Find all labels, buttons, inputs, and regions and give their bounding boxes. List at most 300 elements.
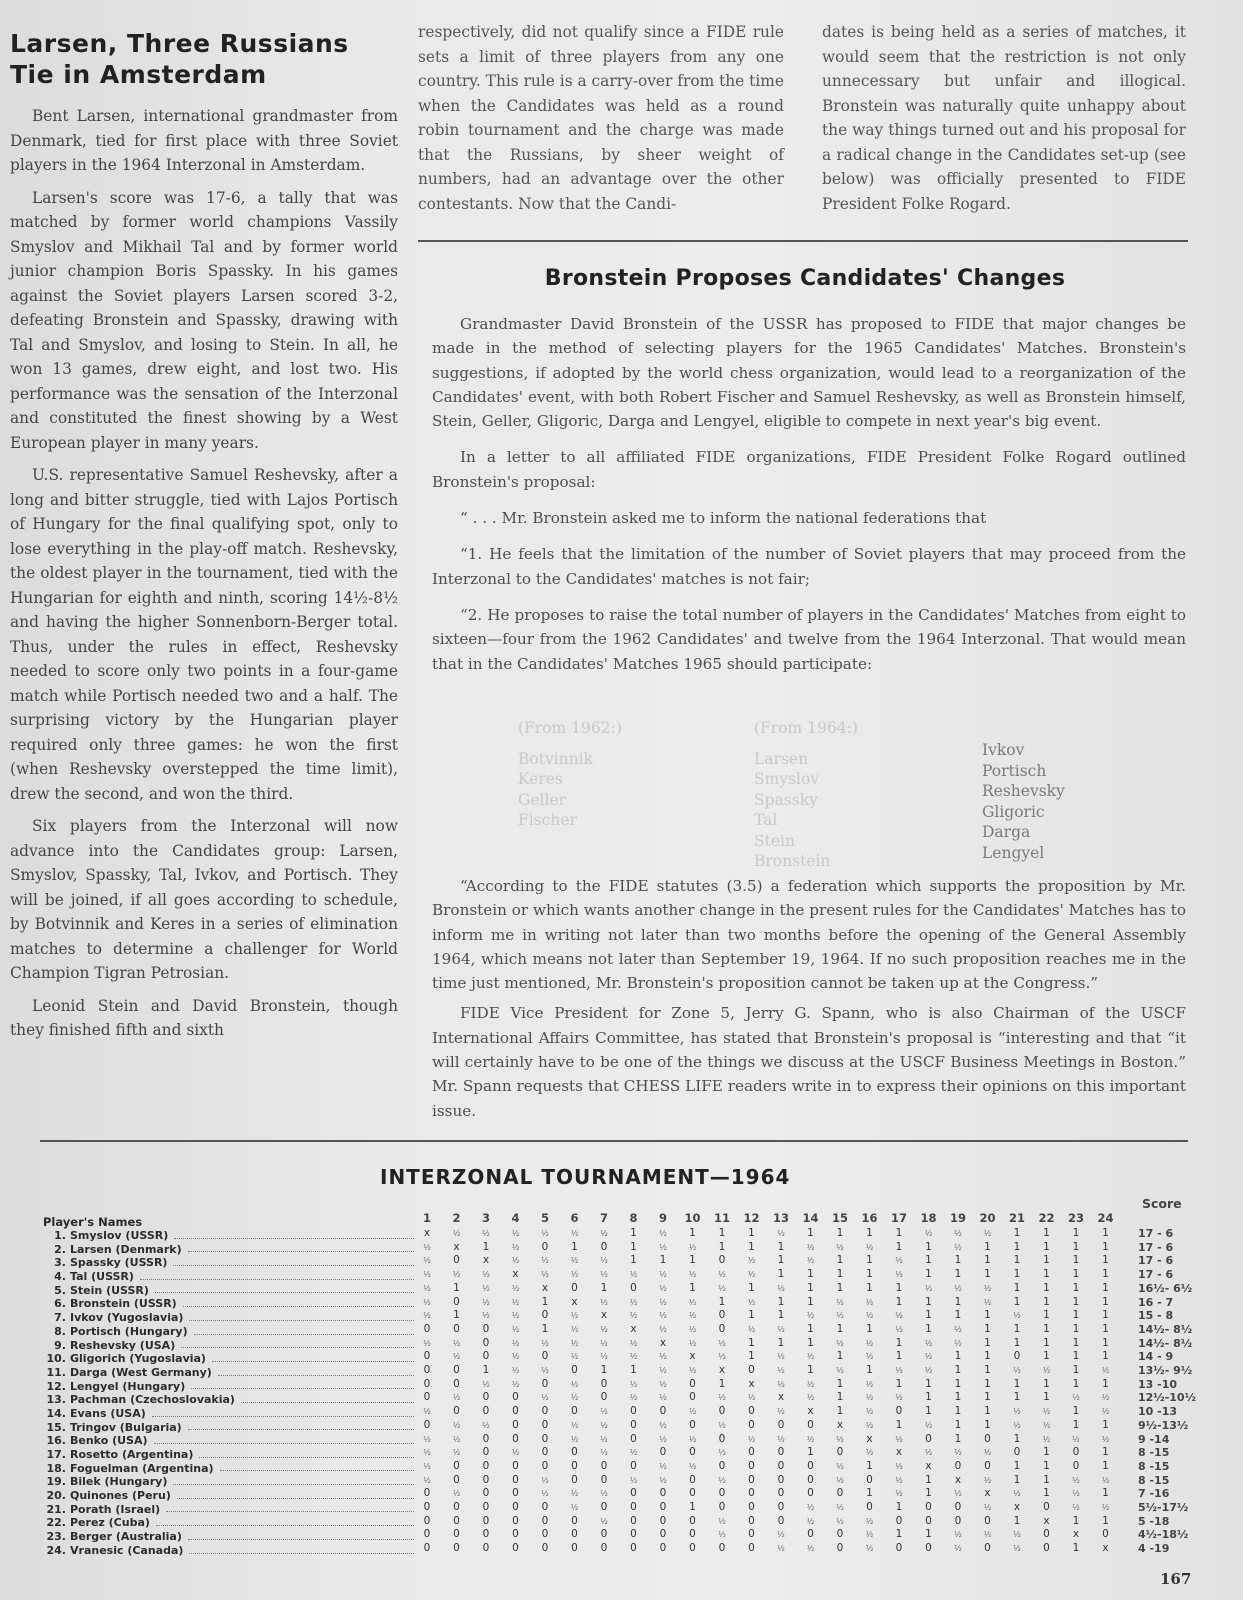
player-row <box>44 1448 414 1462</box>
player-score: 4 -19 <box>1138 1542 1170 1556</box>
result-cell: ½ <box>954 1283 962 1293</box>
result-cell: ½ <box>1101 1366 1110 1375</box>
result-cell: ½ <box>1072 1489 1080 1499</box>
result-cell: 0 <box>689 1391 696 1404</box>
player-name: Ivkov (Yugoslavia) <box>70 1311 184 1325</box>
result-cell: 1 <box>777 1240 785 1253</box>
result-cell: 1 <box>1043 1377 1050 1390</box>
result-cell: 0 <box>453 1473 460 1486</box>
result-cell: 1 <box>895 1295 903 1308</box>
player-score: 14 - 9 <box>1138 1350 1174 1364</box>
section-divider <box>418 240 1188 242</box>
result-cell: ½ <box>600 1434 608 1444</box>
result-cell: 0 <box>807 1418 814 1431</box>
column-header: 24 <box>1097 1211 1114 1225</box>
result-cell: 0 <box>630 1459 637 1472</box>
player-score: 17 - 6 <box>1138 1254 1174 1268</box>
result-cell: ½ <box>482 1311 490 1321</box>
player-rank: 18. <box>46 1461 66 1475</box>
result-cell: 1 <box>954 1391 962 1404</box>
result-cell: ½ <box>629 1379 638 1389</box>
result-cell: 0 <box>541 1446 549 1459</box>
crosstable-title: INTERZONAL TOURNAMENT—1964 <box>380 1165 791 1189</box>
player-row <box>44 1530 414 1544</box>
result-cell: 0 <box>895 1514 903 1527</box>
player-rank: 4. <box>54 1270 66 1284</box>
result-cell: x <box>1102 1542 1109 1555</box>
result-cell: 0 <box>777 1501 785 1513</box>
result-cell: 0 <box>600 1459 608 1472</box>
result-cell: ½ <box>659 1366 667 1375</box>
player-rank: 19. <box>46 1475 66 1489</box>
result-cell: 0 <box>836 1542 844 1555</box>
result-cell: 0 <box>423 1418 431 1431</box>
result-cell: 1 <box>895 1418 903 1431</box>
player-score: 16 - 7 <box>1138 1295 1174 1309</box>
leader-dots <box>140 1270 414 1280</box>
result-cell: 1 <box>866 1281 873 1294</box>
column-header: 5 <box>540 1211 549 1225</box>
result-cell: ½ <box>924 1448 933 1458</box>
list-item: Botvinnik <box>518 749 593 768</box>
result-cell: 0 <box>659 1446 667 1459</box>
result-cell: x <box>571 1295 578 1308</box>
result-cell: 0 <box>689 1487 696 1500</box>
result-cell: ½ <box>688 1434 697 1444</box>
result-cell: 0 <box>748 1364 755 1376</box>
result-cell: 1 <box>925 1268 932 1281</box>
result-cell: 0 <box>571 1528 578 1541</box>
result-cell: ½ <box>541 1475 549 1485</box>
result-cell: 1 <box>1043 1459 1050 1472</box>
result-cell: 0 <box>718 1322 726 1335</box>
player-row <box>44 1270 414 1284</box>
result-cell: 0 <box>600 1377 608 1390</box>
player-score: 8 -15 <box>1138 1459 1170 1473</box>
result-cell: 1 <box>984 1336 991 1349</box>
result-cell: 0 <box>541 1350 549 1363</box>
result-cell: 0 <box>659 1487 667 1500</box>
result-cell: 0 <box>954 1514 962 1527</box>
player-name: Tringov (Bulgaria) <box>70 1420 182 1434</box>
result-cell: 1 <box>600 1281 608 1294</box>
result-cell: 0 <box>453 1364 460 1376</box>
result-cell: 1 <box>866 1364 873 1376</box>
column-header: 1 <box>422 1211 431 1225</box>
result-cell: 1 <box>925 1405 932 1418</box>
result-cell: ½ <box>1072 1393 1080 1403</box>
leader-dots <box>173 1256 414 1266</box>
result-cell: 1 <box>925 1309 932 1322</box>
result-cell: 1 <box>1072 1542 1080 1555</box>
leader-dots <box>189 1311 414 1321</box>
result-cell: 1 <box>984 1391 991 1404</box>
player-rank: 16. <box>46 1434 66 1448</box>
result-cell: 1 <box>984 1405 991 1418</box>
result-cell: 1 <box>1043 1391 1050 1404</box>
result-cell: 1 <box>1102 1254 1109 1267</box>
result-cell: ½ <box>659 1352 667 1362</box>
result-cell: 1 <box>925 1322 932 1335</box>
result-cell: 1 <box>1043 1281 1050 1294</box>
result-cell: 1 <box>482 1240 490 1253</box>
result-cell: 0 <box>689 1542 696 1555</box>
result-cell: ½ <box>423 1311 431 1321</box>
result-cell: 1 <box>630 1227 637 1239</box>
result-cell: x <box>954 1473 962 1486</box>
player-score: 9½-13½ <box>1138 1418 1189 1432</box>
result-cell: 0 <box>1072 1446 1080 1459</box>
player-rank: 8. <box>54 1324 66 1338</box>
result-cell: 1 <box>954 1432 962 1445</box>
result-cell: 1 <box>1072 1364 1080 1376</box>
result-cell: 1 <box>1102 1446 1109 1459</box>
player-row <box>44 1393 414 1407</box>
result-cell: 0 <box>748 1514 755 1527</box>
result-cell: 0 <box>453 1459 460 1472</box>
result-cell: 1 <box>718 1295 726 1308</box>
result-cell: ½ <box>659 1420 667 1430</box>
column-header: 12 <box>743 1211 760 1225</box>
result-cell: ½ <box>629 1270 638 1280</box>
player-row <box>44 1256 414 1270</box>
result-cell: 1 <box>1072 1350 1080 1363</box>
column-header: 22 <box>1038 1211 1055 1225</box>
result-cell: ½ <box>423 1270 431 1280</box>
leader-dots <box>188 1421 414 1431</box>
result-cell: 1 <box>1043 1254 1050 1267</box>
player-name: Bilek (Hungary) <box>70 1475 168 1489</box>
player-score: 5½-17½ <box>1138 1501 1189 1514</box>
player-score: 14½- 8½ <box>1138 1336 1193 1350</box>
result-cell: ½ <box>688 1324 697 1334</box>
leader-dots <box>166 1503 414 1513</box>
result-cell: 0 <box>482 1514 490 1527</box>
result-cell: 0 <box>689 1528 696 1541</box>
result-cell: ½ <box>600 1256 608 1266</box>
result-cell: ½ <box>482 1420 490 1430</box>
candidates-lists <box>518 718 1138 868</box>
column-header: 3 <box>481 1211 490 1225</box>
result-cell: ½ <box>718 1338 726 1348</box>
result-cell: ½ <box>688 1297 697 1307</box>
result-cell: ½ <box>452 1448 461 1458</box>
result-cell: ½ <box>570 1338 579 1348</box>
leader-dots <box>183 1297 414 1307</box>
result-cell: ½ <box>1042 1366 1051 1375</box>
result-cell: ½ <box>570 1393 579 1403</box>
player-name: Foguelman (Argentina) <box>70 1461 214 1475</box>
result-cell: 0 <box>777 1418 785 1431</box>
player-rank: 12. <box>46 1379 66 1393</box>
result-cell: 1 <box>482 1364 490 1376</box>
result-cell: ½ <box>777 1407 785 1417</box>
result-cell: ½ <box>954 1229 962 1238</box>
result-cell: ½ <box>895 1270 903 1280</box>
player-score: 13½- 9½ <box>1138 1364 1193 1377</box>
result-cell: 1 <box>1072 1322 1080 1335</box>
player-row <box>44 1544 414 1558</box>
paragraph: Leonid Stein and David Bronstein, though they finished fifth and sixth <box>10 996 398 1039</box>
player-rank: 11. <box>46 1365 66 1379</box>
player-name: Perez (Cuba) <box>70 1516 150 1530</box>
result-cell: 1 <box>1013 1473 1021 1486</box>
result-cell: 0 <box>541 1405 549 1418</box>
player-row <box>44 1229 414 1243</box>
result-cell: ½ <box>806 1393 815 1403</box>
result-cell: 1 <box>807 1322 814 1335</box>
result-cell: 1 <box>1043 1295 1050 1308</box>
result-cell: ½ <box>718 1475 726 1485</box>
result-cell: x <box>482 1254 490 1267</box>
result-cell: 0 <box>984 1542 991 1555</box>
result-cell: 0 <box>571 1514 578 1527</box>
paragraph: In a letter to all affiliated FIDE organizations, FIDE President Folke Rogard outlined Bronstein's proposal: <box>432 448 1186 491</box>
result-cell: ½ <box>452 1270 461 1280</box>
result-cell: 0 <box>1043 1542 1050 1555</box>
result-cell: 0 <box>925 1432 932 1445</box>
player-rank: 2. <box>54 1242 66 1256</box>
result-cell: 1 <box>984 1322 991 1335</box>
result-cell: x <box>689 1350 696 1363</box>
player-score: 8 -15 <box>1138 1473 1170 1487</box>
list-item: Reshevsky <box>982 782 1065 800</box>
result-cell: 1 <box>1013 1432 1021 1445</box>
result-cell: ½ <box>452 1229 461 1238</box>
result-cell: x <box>630 1322 637 1335</box>
result-cell: ½ <box>924 1366 933 1375</box>
result-cell: 1 <box>1013 1377 1021 1390</box>
result-cell: 0 <box>600 1391 608 1404</box>
result-cell: 0 <box>600 1501 608 1513</box>
result-cell: 1 <box>1013 1322 1021 1335</box>
column-header: 16 <box>861 1211 878 1225</box>
player-rank: 3. <box>54 1256 66 1270</box>
result-cell: 0 <box>571 1542 578 1555</box>
result-cell: 1 <box>1102 1514 1109 1527</box>
result-cell: ½ <box>806 1256 815 1266</box>
result-cell: ½ <box>600 1407 608 1417</box>
result-cell: ½ <box>777 1530 785 1540</box>
result-cell: 0 <box>571 1473 578 1486</box>
result-cell: 0 <box>482 1322 490 1335</box>
result-cell: ½ <box>423 1448 431 1458</box>
result-cell: ½ <box>659 1434 667 1444</box>
result-cell: 0 <box>453 1514 460 1527</box>
result-cell: ½ <box>924 1338 933 1348</box>
result-cell: ½ <box>777 1229 785 1238</box>
result-cell: 0 <box>571 1405 578 1418</box>
result-cell: ½ <box>541 1338 549 1348</box>
player-name: Berger (Australia) <box>70 1530 182 1544</box>
result-cell: 1 <box>1072 1268 1080 1281</box>
result-cell: 0 <box>541 1501 549 1513</box>
result-cell: x <box>807 1405 814 1418</box>
result-cell: 1 <box>1043 1336 1050 1349</box>
result-cell: ½ <box>718 1270 726 1280</box>
section-divider <box>40 1140 1188 1142</box>
result-cell: 1 <box>1102 1336 1109 1349</box>
player-score: 5 -18 <box>1138 1514 1170 1528</box>
result-cell: ½ <box>629 1352 638 1362</box>
result-cell: 0 <box>482 1405 490 1418</box>
result-cell: x <box>777 1391 785 1404</box>
player-score: 9 -14 <box>1138 1432 1170 1446</box>
result-cell: ½ <box>452 1420 461 1430</box>
result-cell: ½ <box>659 1297 667 1307</box>
leader-dots <box>174 1229 414 1239</box>
result-cell: ½ <box>983 1530 992 1540</box>
result-cell: ½ <box>924 1420 933 1430</box>
result-cell: ½ <box>718 1448 726 1458</box>
result-cell: ½ <box>806 1242 815 1252</box>
result-cell: 0 <box>748 1487 755 1500</box>
list-item: Keres <box>518 770 563 788</box>
result-cell: ½ <box>1072 1503 1080 1512</box>
list-item: Lengyel <box>982 843 1045 862</box>
result-cell: 1 <box>1043 1446 1050 1459</box>
result-cell: x <box>453 1240 460 1253</box>
result-cell: ½ <box>747 1256 756 1266</box>
result-cell: 0 <box>748 1501 755 1513</box>
result-cell: 0 <box>512 1432 519 1445</box>
result-cell: 1 <box>630 1240 637 1253</box>
result-cell: 1 <box>1013 1281 1021 1294</box>
leader-dots <box>155 1284 414 1294</box>
result-cell: ½ <box>836 1475 844 1485</box>
result-cell: ½ <box>423 1461 431 1471</box>
player-rank: 6. <box>54 1297 66 1311</box>
result-cell: 0 <box>630 1405 637 1418</box>
result-cell: 1 <box>984 1377 991 1390</box>
player-score: 13 -10 <box>1138 1377 1178 1391</box>
paragraph: “2. He proposes to raise the total number of players in the Candidates' Matches from eight to sixteen—four from the 1962 Candidates' and twelve from the 1964 Interzonal. That would mean that in the Candidates' Matches 1965 should participate: <box>432 605 1186 673</box>
result-cell: 1 <box>1013 1391 1021 1404</box>
result-cell: ½ <box>600 1489 608 1499</box>
result-cell: 1 <box>954 1350 962 1363</box>
result-cell: 0 <box>600 1528 608 1541</box>
result-cell: 1 <box>807 1336 814 1349</box>
list-item: Fischer <box>518 811 577 829</box>
result-cell: ½ <box>511 1379 520 1389</box>
result-cell: ½ <box>983 1283 992 1293</box>
result-cell: 1 <box>1072 1418 1080 1431</box>
result-cell: 0 <box>836 1487 844 1500</box>
column-header: 11 <box>713 1211 730 1225</box>
result-cell: 1 <box>1072 1281 1080 1294</box>
leader-dots <box>156 1516 414 1526</box>
result-cell: ½ <box>836 1311 844 1321</box>
result-cell: 0 <box>571 1364 578 1376</box>
result-cell: 1 <box>925 1295 932 1308</box>
result-cell: ½ <box>600 1420 608 1430</box>
result-cell: 1 <box>718 1377 726 1390</box>
result-cell: 1 <box>925 1254 932 1267</box>
player-name: Spassky (USSR) <box>70 1256 168 1270</box>
paragraph: “According to the FIDE statutes (3.5) a federation which supports the proposition by Mr. Bronstein or which wants another change in the present rules for the Candidates' Matches has to inform me in writing not later than two months before the opening of the General Assembly 1964, which means not later than September 19, 1964. If no such proposition reaches me in the time just mentioned, Mr. Bronstein's proposition cannot be taken up at the Congress.” <box>432 877 1186 993</box>
result-cell: ½ <box>983 1229 992 1238</box>
result-cell: ½ <box>865 1352 874 1362</box>
result-cell: ½ <box>836 1366 844 1375</box>
result-cell: 0 <box>541 1309 549 1322</box>
article-column-middle <box>418 20 784 224</box>
result-cell: ½ <box>895 1489 903 1499</box>
result-cell: x <box>512 1268 519 1281</box>
result-cell: ½ <box>777 1366 785 1375</box>
result-cell: 0 <box>925 1542 932 1555</box>
result-cell: 1 <box>984 1240 991 1253</box>
result-cell: x <box>984 1487 991 1500</box>
result-cell: 0 <box>512 1459 519 1472</box>
result-cell: ½ <box>1013 1366 1021 1375</box>
column-header: 13 <box>772 1211 789 1225</box>
player-name: Porath (Israel) <box>70 1502 161 1516</box>
result-cell: ½ <box>747 1324 756 1334</box>
result-cell: ½ <box>570 1311 579 1321</box>
result-cell: 0 <box>718 1254 726 1267</box>
result-cell: ½ <box>865 1448 874 1458</box>
player-rank: 1. <box>54 1229 66 1242</box>
result-cell: 1 <box>954 1254 962 1267</box>
result-cell: ½ <box>659 1270 667 1280</box>
result-cell: ½ <box>482 1229 490 1238</box>
result-cell: 0 <box>1013 1350 1021 1363</box>
player-name: Bronstein (USSR) <box>70 1297 177 1311</box>
result-cell: ½ <box>836 1516 844 1526</box>
result-cell: 0 <box>453 1322 460 1335</box>
result-cell: 1 <box>748 1309 755 1322</box>
result-cell: 1 <box>777 1268 785 1281</box>
result-cell: ½ <box>541 1366 549 1375</box>
result-cell: 0 <box>423 1391 431 1404</box>
result-cell: 0 <box>718 1309 726 1322</box>
result-cell: 1 <box>866 1322 873 1335</box>
result-cell: 0 <box>748 1418 755 1431</box>
result-cell: ½ <box>836 1338 844 1348</box>
result-cell: ½ <box>718 1530 726 1540</box>
result-cell: ½ <box>541 1270 549 1280</box>
result-cell: 0 <box>895 1542 903 1555</box>
result-cell: ½ <box>954 1324 962 1334</box>
result-cell: 0 <box>718 1432 726 1445</box>
result-cell: ½ <box>954 1338 962 1348</box>
result-cell: ½ <box>1101 1434 1110 1444</box>
result-cell: 1 <box>836 1377 844 1390</box>
result-cell: x <box>423 1227 431 1239</box>
result-cell: 1 <box>1102 1322 1109 1335</box>
result-cell: ½ <box>983 1503 992 1512</box>
result-cell: ½ <box>511 1352 520 1362</box>
result-cell: 1 <box>984 1254 991 1267</box>
result-cell: 0 <box>512 1405 519 1418</box>
result-cell: 0 <box>541 1459 549 1472</box>
player-row <box>44 1380 414 1394</box>
leader-dots <box>181 1339 414 1349</box>
result-cell: ½ <box>688 1242 697 1252</box>
paragraph: Bent Larsen, international grandmaster from Denmark, tied for first place with three Soviet players in the 1964 Interzonal in Amsterdam. <box>10 107 398 174</box>
result-cell: 1 <box>836 1281 844 1294</box>
result-cell: x <box>895 1446 903 1459</box>
result-cell: 1 <box>689 1281 696 1294</box>
result-cell: 0 <box>748 1473 755 1486</box>
result-cell: ½ <box>511 1229 520 1238</box>
result-cell: ½ <box>570 1489 579 1499</box>
result-cell: ½ <box>452 1338 461 1348</box>
player-rank: 9. <box>54 1338 66 1352</box>
result-cell: 1 <box>895 1281 903 1294</box>
leader-dots <box>212 1352 414 1362</box>
result-cell: ½ <box>1101 1503 1110 1512</box>
